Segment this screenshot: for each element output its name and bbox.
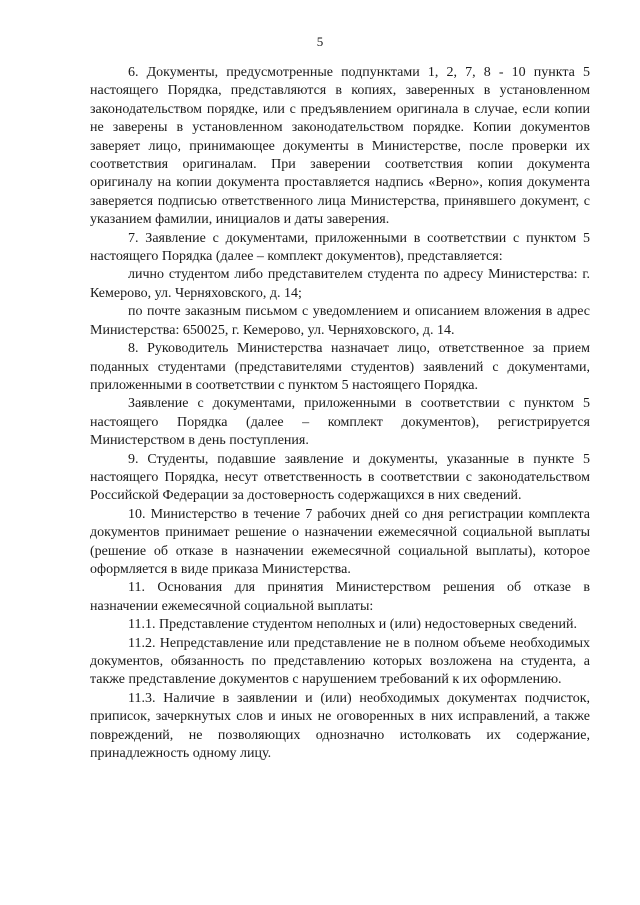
paragraph-8-registration: Заявление с документами, приложенными в соответствии с пунктом 5 настоящего Порядка (далее – комплект документов), регистрируется Министерством в день поступления.: [90, 396, 590, 449]
paragraph-7-by-mail: по почте заказным письмом с уведомлением и описанием вложения в адрес Министерства: 650025, г. Кемерово, ул. Черняховского, д. 14.: [90, 304, 590, 338]
paragraph-7-in-person: лично студентом либо представителем студента по адресу Министерства: г. Кемерово, ул. Черняховского, д. 14;: [90, 267, 590, 301]
paragraph-11-3: 11.3. Наличие в заявлении и (или) необходимых документах подчисток, приписок, зачеркнутых слов и иных не оговоренных в них исправлений, а также повреждений, не позволяющих однозначно истолковать их содержание, принадлежность одному лицу.: [90, 690, 590, 762]
paragraph-11-1: 11.1. Представление студентом неполных и (или) недостоверных сведений.: [128, 617, 577, 633]
page-number: 5: [316, 34, 324, 49]
paragraph-6: 6. Документы, предусмотренные подпунктами 1, 2, 7, 8 - 10 пункта 5 настоящего Порядка, представляются в копиях, заверенных в установленном законодательством порядке, или с предъявлением оригинала в случае, если копии не заверены в установленном законодательством порядке. Копии документов заверяет лицо, принимающее документы в Министерстве, после проверки их соответствия оригиналам. При заверении соответствия копии документа оригиналу на копии документа проставляется надпись «Верно», копия документа заверяется подписью ответственного лица Министерства, принявшего документ, с указанием фамилии, инициалов и даты заверения.: [90, 65, 590, 228]
paragraph-8: 8. Руководитель Министерства назначает лицо, ответственное за прием поданных студентами (представителями студентов) заявлений с документами, приложенными в соответствии с пунктом 5 настоящего Порядка.: [90, 341, 590, 393]
paragraph-9: 9. Студенты, подавшие заявление и документы, указанные в пункте 5 настоящего Порядка, несут ответственность в соответствии с законодательством Российской Федерации за достоверность содержащихся в них сведений.: [90, 451, 590, 504]
paragraph-10: 10. Министерство в течение 7 рабочих дней со дня регистрации комплекта документов принимает решение о назначении ежемесячной социальной выплаты (решение об отказе в назначении ежемесячной социальной выплаты), которое оформляется в виде приказа Министерства.: [90, 506, 590, 577]
document-body: [90, 64, 590, 763]
paragraph-11-2: 11.2. Непредставление или представление не в полном объеме необходимых документов, обязанность по представлению которых возложена на студента, а также представление документов с нарушением требований к их оформлению.: [90, 635, 590, 688]
paragraph-7: 7. Заявление с документами, приложенными в соответствии с пунктом 5 настоящего Порядка (далее – комплект документов), представляется:: [90, 230, 590, 265]
paragraph-11: 11. Основания для принятия Министерством решения об отказе в назначении ежемесячной социальной выплаты:: [90, 580, 590, 614]
